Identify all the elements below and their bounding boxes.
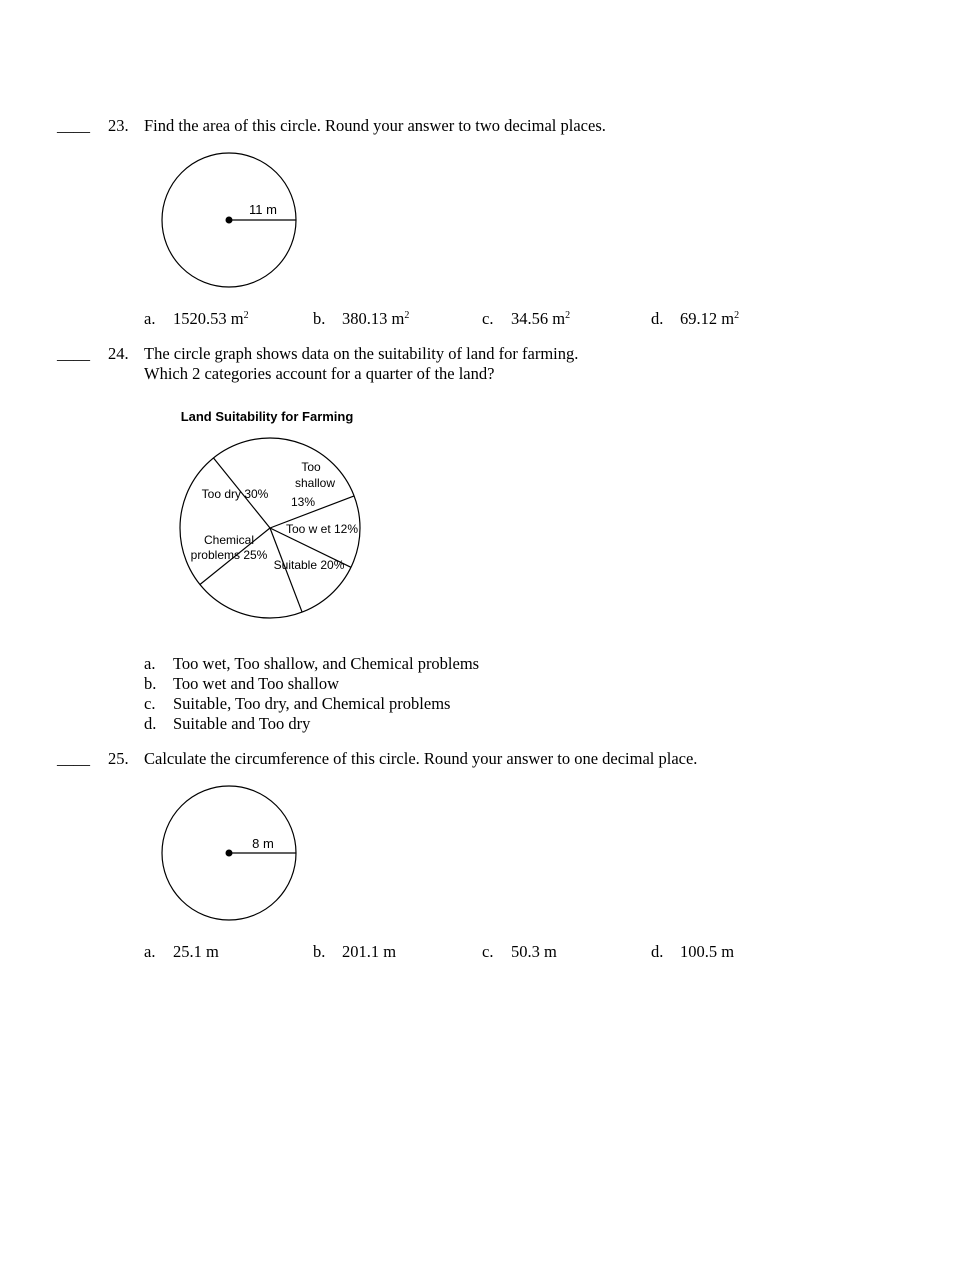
choice-24-c	[144, 694, 450, 714]
slice-label-chemical-2: problems 25%	[190, 548, 268, 562]
choice-23-c	[482, 309, 570, 329]
choice-value: 380.13 m	[342, 309, 405, 328]
choice-value: 34.56 m	[511, 309, 566, 328]
pie-chart	[170, 402, 370, 627]
slice-label-suitable: Suitable 20%	[273, 558, 345, 572]
choice-text: Suitable, Too dry, and Chemical problems	[173, 694, 451, 713]
slice-label-too-shallow-2: shallow	[294, 476, 336, 490]
circle-diagram-25	[150, 778, 310, 928]
choice-letter: a.	[144, 309, 156, 328]
question-text-24-line2: Which 2 categories account for a quarter of the land?	[144, 364, 495, 383]
choice-value: 1520.53 m	[173, 309, 244, 328]
question-text-25: Calculate the circumference of this circle. Round your answer to one decimal place.	[144, 749, 698, 768]
question-number-23: 23.	[108, 116, 129, 135]
radius-label: 11 m	[249, 202, 277, 217]
choice-24-d	[144, 714, 310, 734]
choice-letter: a.	[144, 942, 156, 961]
choice-letter: a.	[144, 654, 156, 673]
choice-25-b	[313, 942, 396, 962]
choice-24-a	[144, 654, 479, 674]
question-number-25: 25.	[108, 749, 129, 768]
choice-25-c	[482, 942, 557, 962]
choice-text: Suitable and Too dry	[173, 714, 311, 733]
slice-label-too-shallow-3: 13%	[290, 495, 316, 509]
answer-blank-23: ____	[57, 116, 90, 135]
slice-label-chemical-1: Chemical	[203, 533, 255, 547]
question-text-24-line1: The circle graph shows data on the suitability of land for farming.	[144, 344, 579, 363]
circle-diagram-23	[150, 145, 310, 295]
choice-text: Too wet, Too shallow, and Chemical problems	[173, 654, 480, 673]
center-point	[226, 217, 233, 224]
choice-exponent: 2	[243, 310, 249, 321]
choice-value: 100.5 m	[680, 942, 735, 961]
choice-25-a	[144, 942, 219, 962]
choice-letter: c.	[482, 942, 494, 961]
choice-exponent: 2	[404, 310, 410, 321]
choice-letter: b.	[144, 674, 157, 693]
choice-letter: d.	[144, 714, 157, 733]
choice-value: 201.1 m	[342, 942, 397, 961]
slice-label-too-dry: Too dry 30%	[201, 487, 269, 501]
choice-exponent: 2	[734, 310, 740, 321]
question-number-24: 24.	[108, 344, 129, 363]
question-text-23: Find the area of this circle. Round your answer to two decimal places.	[144, 116, 606, 135]
radius-label: 8 m	[252, 836, 274, 851]
choice-23-a	[144, 309, 249, 329]
choice-letter: b.	[313, 942, 326, 961]
choice-text: Too wet and Too shallow	[173, 674, 340, 693]
choice-value: 69.12 m	[680, 309, 735, 328]
answer-blank-24: ____	[57, 344, 90, 363]
choice-23-b	[313, 309, 409, 329]
choice-letter: b.	[313, 309, 326, 328]
slice-label-too-wet: Too w et 12%	[285, 522, 359, 536]
choice-letter: c.	[482, 309, 494, 328]
choice-23-d	[651, 309, 739, 329]
choice-value: 50.3 m	[511, 942, 557, 961]
choice-exponent: 2	[565, 310, 571, 321]
center-point	[226, 850, 233, 857]
choice-letter: d.	[651, 309, 664, 328]
choice-value: 25.1 m	[173, 942, 219, 961]
chart-title: Land Suitability for Farming	[180, 409, 354, 424]
slice-label-too-shallow-1: Too	[301, 460, 321, 474]
choice-letter: c.	[144, 694, 156, 713]
choice-25-d	[651, 942, 734, 962]
choice-letter: d.	[651, 942, 664, 961]
answer-blank-25: ____	[57, 749, 90, 768]
choice-24-b	[144, 674, 339, 694]
